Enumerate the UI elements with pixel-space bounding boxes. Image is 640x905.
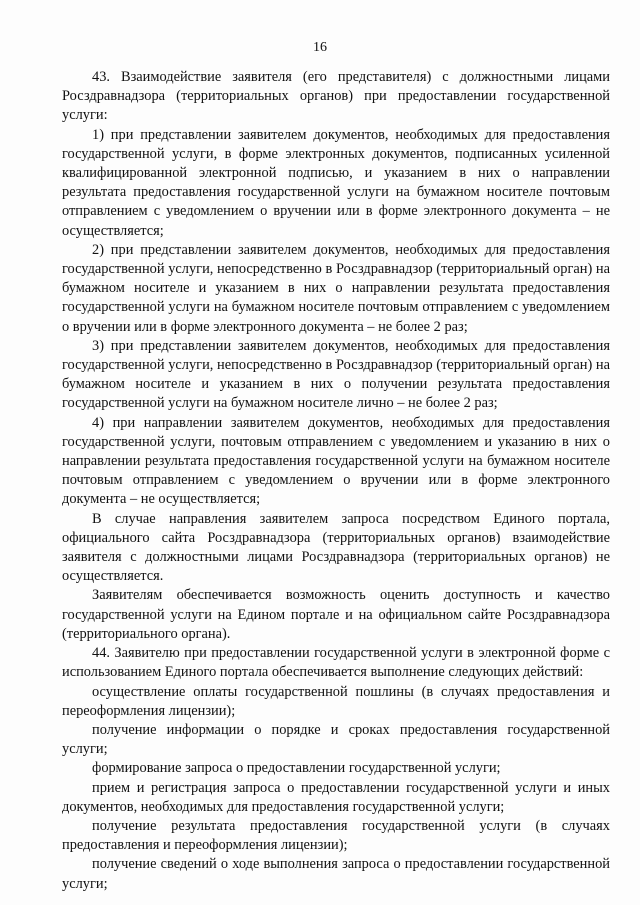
paragraph-44-item-progress: получение сведений о ходе выполнения запроса о предоставлении государственной услуги; xyxy=(62,856,610,892)
page-number: 16 xyxy=(313,40,327,55)
document-body xyxy=(62,68,610,894)
paragraph-44-item-information: получение информации о порядке и сроках предоставления государственной услуги; xyxy=(62,721,610,758)
paragraph-43-item-4: 4) при направлении заявителем документов, необходимых для предоставления государственной услуги, почтовым отправлением с уведомлением и указанию в них о направлении результата предоставления государственной услуги на бумажном носителе почтовым отправлением с уведомлением о вручении или в форме электронного документа – не осуществляется; xyxy=(62,414,610,508)
paragraph-44-item-request-forming: формирование запроса о предоставлении государственной услуги; xyxy=(92,760,501,777)
paragraph-44-item-registration: прием и регистрация запроса о предоставлении государственной услуги и иных документов, необходимых для предоставления государственной услуги; xyxy=(62,779,610,815)
paragraph-44-intro: 44. Заявителю при предоставлении государственной услуги в электронной форме с использованием Единого портала обеспечивается выполнение следующих действий: xyxy=(62,645,610,681)
paragraph-43-item-2: 2) при представлении заявителем документов, необходимых для предоставления государственной услуги, непосредственно в Росздравнадзор (территориальный орган) на бумажном носителе и указанием в них о направлении результата предоставления государственной услуги на бумажном носителе почтовым отправлением с уведомлением о вручении или в форме электронного документа – не более 2 раз; xyxy=(62,241,610,335)
paragraph-43-intro: 43. Взаимодействие заявителя (его представителя) с должностными лицами Росздравнадзора (территориальных органов) при предоставлении государственной услуги: xyxy=(62,69,610,124)
paragraph-quality-assessment: Заявителям обеспечивается возможность оценить доступность и качество государственной услуги на Едином портале и на официальном сайте Росздравнадзора (территориального органа). xyxy=(62,587,610,642)
paragraph-portal-interaction: В случае направления заявителем запроса посредством Единого портала, официального сайта Росздравнадзора (территориальных органов) взаимодействие заявителя с должностными лицами Росздравнадзора (территориальных органов) не осуществляется. xyxy=(62,510,610,585)
paragraph-44-item-result: получение результата предоставления государственной услуги (в случаях предоставления и переоформления лицензии); xyxy=(62,817,610,854)
paragraph-43-item-3: 3) при представлении заявителем документов, необходимых для предоставления государственной услуги, непосредственно в Росздравнадзор (территориальный орган) на бумажном носителе и указанием в них о получении результата предоставления государственной услуги на бумажном носителе лично – не более 2 раз; xyxy=(62,337,610,412)
paragraph-44-item-fee-payment: осуществление оплаты государственной пошлины (в случаях предоставления и переоформления лицензии); xyxy=(62,683,610,719)
paragraph-43-item-1: 1) при представлении заявителем документов, необходимых для предоставления государственной услуги, в форме электронных документов, подписанных усиленной квалифицированной электронной подписью, и указанием в них о направлении результата предоставления государственной услуги на бумажном носителе почтовым отправлением с уведомлением о вручении или в форме электронного документа – не осуществляется; xyxy=(62,126,610,239)
